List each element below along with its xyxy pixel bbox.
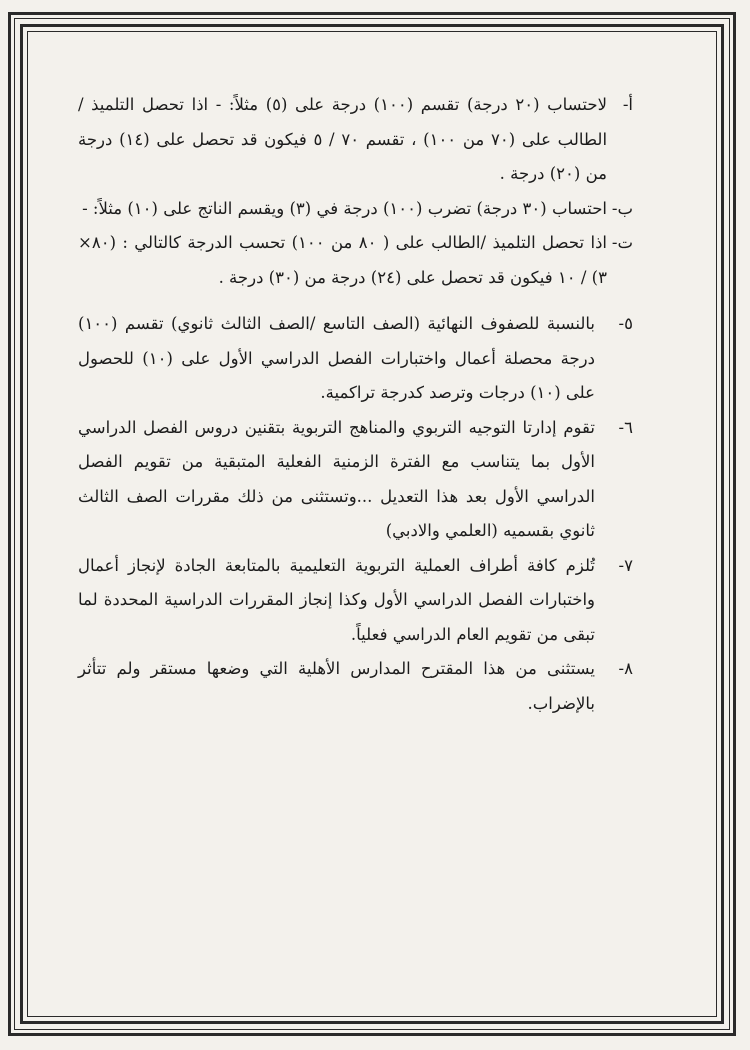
item-text: تُلزم كافة أطراف العملية التربوية التعليمية بالمتابعة الجادة لإنجاز أعمال واختبارات الفصل الدراسي الأول وكذا إنجاز المقررات الدراسية المحددة لما تبقى من تقويم العام الدراسي فعلياً. [78,555,595,644]
list-item [78,192,633,227]
item-text: اذا تحصل التلميذ /الطالب على ( ٨٠ من ١٠٠) تحسب الدرجة كالتالي : (٨٠× ٣) / ١٠ فيكون قد تحصل على (٢٤) درجة من (٣٠) درجة . [78,233,607,287]
list-item [78,226,633,295]
item-text: احتساب (٣٠ درجة) تضرب (١٠٠) درجة في (٣) ويقسم الناتج على (١٠) مثلاً: - [82,198,607,218]
item-marker: ب- [611,198,633,218]
item-marker: ت- [611,233,633,252]
list-item [78,411,633,549]
item-text: تقوم إدارتا التوجيه التربوي والمناهج التربوية بتقنين دروس الفصل الدراسي الأول بما يتناسب مع الفترة الزمنية الفعلية المتبقية من تقويم الفصل الدراسي الأول بعد هذا التعديل ...وتستثنى من ذلك مقررات الصف الثالث ثانوي بقسميه (العلمي والادبي) [78,417,595,540]
list-item [78,307,633,411]
item-text: يستثنى من هذا المقترح المدارس الأهلية التي وضعها مستقر ولم تتأثر بالإضراب. [78,659,595,713]
item-text: بالنسبة للصفوف النهائية (الصف التاسع /الصف الثالث ثانوي) تقسم (١٠٠) درجة محصلة أعمال واختبارات الفصل الدراسي الأول على (١٠) للحصول على (١٠) درجات وترصد كدرجة تراكمية. [78,314,595,402]
item-text: لاحتساب (٢٠ درجة) تقسم (١٠٠) درجة على (٥) مثلاً: - اذا تحصل التلميذ /الطالب على (٧٠ من ١٠٠) ، تقسم ٧٠ / ٥ فيكون قد تحصل على (١٤) درجة من (٢٠) درجة . [78,95,608,183]
item-marker: أ- [622,95,633,114]
list-item [78,88,633,192]
item-marker: ٧- [618,555,633,575]
list-item [78,549,633,653]
item-marker: ٦- [618,417,633,437]
document-body [78,88,633,948]
item-marker: ٥- [618,314,633,333]
list-item [78,652,633,721]
item-marker: ٨- [618,659,633,678]
